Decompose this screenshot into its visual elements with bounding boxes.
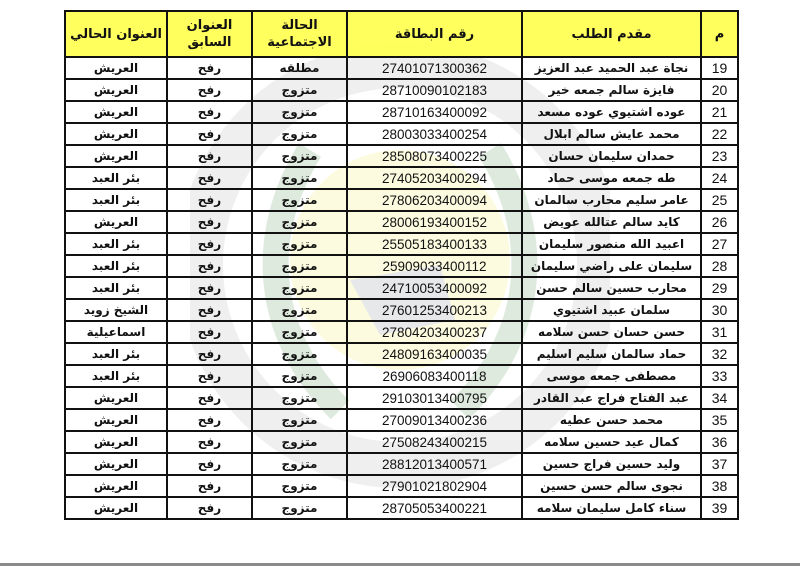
table-row: [65, 255, 738, 277]
table-row: [65, 497, 738, 519]
previous-address: رفح: [167, 431, 252, 453]
marital-status: متزوج: [252, 277, 347, 299]
row-index: 38: [701, 475, 738, 497]
current-address: العريش: [65, 387, 167, 409]
current-address: بئر العبد: [65, 365, 167, 387]
table-row: [65, 101, 738, 123]
marital-status: متزوج: [252, 409, 347, 431]
row-index: 36: [701, 431, 738, 453]
card-number: 25909033400112: [347, 255, 522, 277]
current-address: العريش: [65, 211, 167, 233]
current-address: اسماعيلية: [65, 321, 167, 343]
applicants-sheet: [64, 10, 737, 520]
previous-address: رفح: [167, 123, 252, 145]
card-number: 26906083400118: [347, 365, 522, 387]
header-card-number: رقم البطاقة: [347, 11, 522, 57]
row-index: 31: [701, 321, 738, 343]
previous-address: رفح: [167, 497, 252, 519]
card-number: 28710163400092: [347, 101, 522, 123]
marital-status: متزوج: [252, 101, 347, 123]
row-index: 29: [701, 277, 738, 299]
previous-address: رفح: [167, 321, 252, 343]
row-index: 19: [701, 57, 738, 79]
applicant-name: عامر سليم محارب سالمان: [522, 189, 701, 211]
row-index: 23: [701, 145, 738, 167]
marital-status: متزوج: [252, 123, 347, 145]
card-number: 28812013400571: [347, 453, 522, 475]
table-row: [65, 167, 738, 189]
card-number: 27009013400236: [347, 409, 522, 431]
card-number: 28705053400221: [347, 497, 522, 519]
card-number: 24710053400092: [347, 277, 522, 299]
table-row: [65, 453, 738, 475]
table-row: [65, 475, 738, 497]
current-address: العريش: [65, 123, 167, 145]
previous-address: رفح: [167, 211, 252, 233]
table-row: [65, 277, 738, 299]
row-index: 28: [701, 255, 738, 277]
card-number: 27508243400215: [347, 431, 522, 453]
header-marital-status: الحالة الاجتماعية: [252, 11, 347, 57]
previous-address: رفح: [167, 189, 252, 211]
applicant-name: كمال عيد حسين سلامه: [522, 431, 701, 453]
current-address: الشيخ زويد: [65, 299, 167, 321]
previous-address: رفح: [167, 57, 252, 79]
row-index: 24: [701, 167, 738, 189]
current-address: بئر العبد: [65, 189, 167, 211]
applicant-name: عوده اشتيوي عوده مسعد: [522, 101, 701, 123]
table-row: [65, 189, 738, 211]
table-row: [65, 145, 738, 167]
table-row: [65, 211, 738, 233]
header-index: م: [701, 11, 738, 57]
card-number: 24809163400035: [347, 343, 522, 365]
marital-status: متزوج: [252, 255, 347, 277]
applicant-name: حماد سالمان سليم اسليم: [522, 343, 701, 365]
table-row: [65, 387, 738, 409]
marital-status: متزوج: [252, 167, 347, 189]
table-row: [65, 343, 738, 365]
card-number: 29103013400795: [347, 387, 522, 409]
current-address: العريش: [65, 475, 167, 497]
header-previous-address: العنوان السابق: [167, 11, 252, 57]
previous-address: رفح: [167, 453, 252, 475]
row-index: 22: [701, 123, 738, 145]
applicant-name: محارب حسين سالم حسن: [522, 277, 701, 299]
current-address: العريش: [65, 79, 167, 101]
applicant-name: حمدان سليمان حسان: [522, 145, 701, 167]
current-address: العريش: [65, 431, 167, 453]
row-index: 20: [701, 79, 738, 101]
applicants-table: [64, 10, 739, 520]
card-number: 28006193400152: [347, 211, 522, 233]
marital-status: متزوج: [252, 453, 347, 475]
applicant-name: طه جمعه موسى حماد: [522, 167, 701, 189]
current-address: بئر العبد: [65, 343, 167, 365]
previous-address: رفح: [167, 79, 252, 101]
previous-address: رفح: [167, 101, 252, 123]
table-row: [65, 123, 738, 145]
applicant-name: كايد سالم عتالله عويض: [522, 211, 701, 233]
card-number: 28003033400254: [347, 123, 522, 145]
previous-address: رفح: [167, 475, 252, 497]
table-row: [65, 233, 738, 255]
marital-status: متزوج: [252, 189, 347, 211]
row-index: 32: [701, 343, 738, 365]
previous-address: رفح: [167, 365, 252, 387]
card-number: 27405203400294: [347, 167, 522, 189]
table-row: [65, 299, 738, 321]
table-row: [65, 57, 738, 79]
row-index: 30: [701, 299, 738, 321]
current-address: بئر العبد: [65, 233, 167, 255]
table-row: [65, 321, 738, 343]
row-index: 34: [701, 387, 738, 409]
marital-status: مطلقه: [252, 57, 347, 79]
current-address: العريش: [65, 497, 167, 519]
marital-status: متزوج: [252, 79, 347, 101]
current-address: العريش: [65, 145, 167, 167]
applicant-name: نجاة عبد الحميد عبد العزيز: [522, 57, 701, 79]
applicant-name: وليد حسين فراج حسين: [522, 453, 701, 475]
marital-status: متزوج: [252, 321, 347, 343]
card-number: 27901021802904: [347, 475, 522, 497]
card-number: 27806203400094: [347, 189, 522, 211]
marital-status: متزوج: [252, 233, 347, 255]
applicant-name: سناء كامل سليمان سلامه: [522, 497, 701, 519]
row-index: 33: [701, 365, 738, 387]
table-header-row: [65, 11, 738, 57]
current-address: بئر العبد: [65, 255, 167, 277]
previous-address: رفح: [167, 255, 252, 277]
row-index: 25: [701, 189, 738, 211]
previous-address: رفح: [167, 409, 252, 431]
applicant-name: حسن حسان حسن سلامه: [522, 321, 701, 343]
table-row: [65, 409, 738, 431]
marital-status: متزوج: [252, 475, 347, 497]
marital-status: متزوج: [252, 211, 347, 233]
row-index: 35: [701, 409, 738, 431]
marital-status: متزوج: [252, 387, 347, 409]
marital-status: متزوج: [252, 145, 347, 167]
marital-status: متزوج: [252, 343, 347, 365]
table-row: [65, 431, 738, 453]
table-row: [65, 365, 738, 387]
card-number: 27804203400237: [347, 321, 522, 343]
marital-status: متزوج: [252, 497, 347, 519]
current-address: بئر العبد: [65, 167, 167, 189]
current-address: العريش: [65, 101, 167, 123]
current-address: العريش: [65, 409, 167, 431]
table-row: [65, 79, 738, 101]
previous-address: رفح: [167, 233, 252, 255]
applicant-name: محمد عايش سالم ابلال: [522, 123, 701, 145]
current-address: بئر العبد: [65, 277, 167, 299]
applicant-name: اعبيد الله منصور سليمان: [522, 233, 701, 255]
row-index: 27: [701, 233, 738, 255]
applicant-name: نجوى سالم حسن حسين: [522, 475, 701, 497]
applicant-name: فايزة سالم جمعه خير: [522, 79, 701, 101]
marital-status: متزوج: [252, 365, 347, 387]
card-number: 27401071300362: [347, 57, 522, 79]
applicant-name: سلمان عبيد اشتيوي: [522, 299, 701, 321]
previous-address: رفح: [167, 167, 252, 189]
applicant-name: عبد الفتاح فراج عبد القادر: [522, 387, 701, 409]
previous-address: رفح: [167, 277, 252, 299]
row-index: 39: [701, 497, 738, 519]
current-address: العريش: [65, 57, 167, 79]
header-current-address: العنوان الحالي: [65, 11, 167, 57]
previous-address: رفح: [167, 387, 252, 409]
marital-status: متزوج: [252, 431, 347, 453]
table-body: [65, 57, 738, 519]
previous-address: رفح: [167, 299, 252, 321]
card-number: 28508073400225: [347, 145, 522, 167]
card-number: 28710090102183: [347, 79, 522, 101]
previous-address: رفح: [167, 343, 252, 365]
row-index: 26: [701, 211, 738, 233]
applicant-name: مصطفى جمعه موسى: [522, 365, 701, 387]
card-number: 25505183400133: [347, 233, 522, 255]
card-number: 27601253400213: [347, 299, 522, 321]
applicant-name: محمد حسن عطيه: [522, 409, 701, 431]
header-applicant: مقدم الطلب: [522, 11, 701, 57]
marital-status: متزوج: [252, 299, 347, 321]
previous-address: رفح: [167, 145, 252, 167]
row-index: 37: [701, 453, 738, 475]
applicant-name: سليمان على راضي سليمان: [522, 255, 701, 277]
row-index: 21: [701, 101, 738, 123]
current-address: العريش: [65, 453, 167, 475]
